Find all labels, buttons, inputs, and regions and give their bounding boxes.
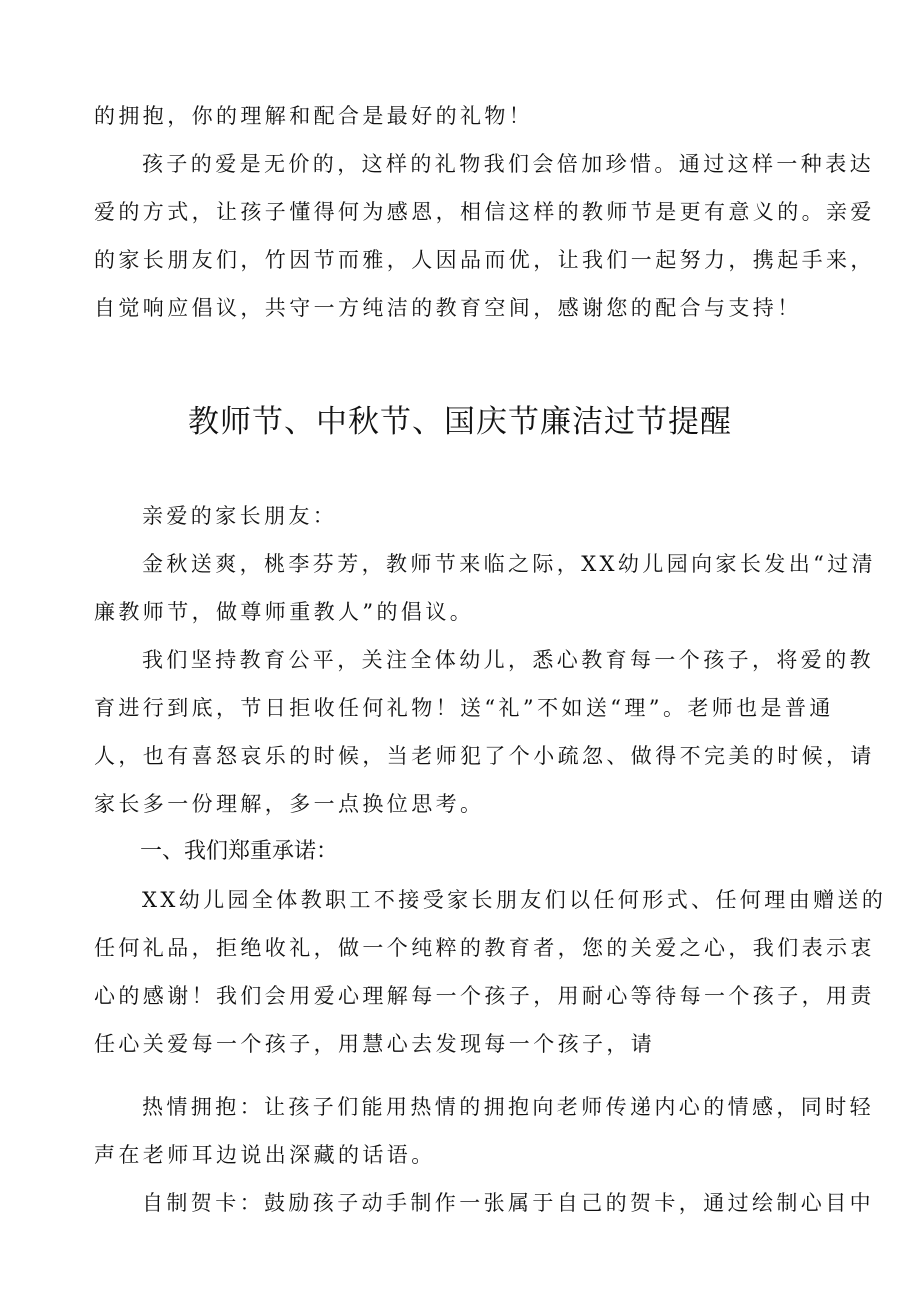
paragraph-line: 我们坚持教育公平，关注全体幼儿，悉心教育每一个孩子，将爱的教 xyxy=(142,648,874,672)
paragraph-line: 心的感谢！我们会用爱心理解每一个孩子，用耐心等待每一个孩子，用责 xyxy=(94,984,875,1008)
paragraph-line: 的家长朋友们，竹因节而雅，人因品而优，让我们一起努力，携起手来， xyxy=(94,248,875,272)
paragraph-line: 热情拥抱：让孩子们能用热情的拥抱向老师传递内心的情感，同时轻 xyxy=(142,1095,874,1119)
paragraph-line: 任心关爱每一个孩子，用慧心去发现每一个孩子，请 xyxy=(94,1032,656,1056)
greeting: 亲爱的家长朋友： xyxy=(142,504,338,528)
paragraph-line: 声在老师耳边说出深藏的话语。 xyxy=(94,1143,436,1167)
section-heading: 一、我们郑重承诺： xyxy=(140,839,339,864)
paragraph-line: 自制贺卡：鼓励孩子动手制作一张属于自己的贺卡，通过绘制心目中 xyxy=(142,1191,874,1215)
paragraph-line: 人，也有喜怒哀乐的时候，当老师犯了个小疏忽、做得不完美的时候，请 xyxy=(94,744,875,768)
paragraph-line: 家长多一份理解，多一点换位思考。 xyxy=(94,792,485,816)
paragraph-line: 爱的方式，让孩子懂得何为感恩，相信这样的教师节是更有意义的。亲爱 xyxy=(94,200,875,224)
paragraph-line: XX幼儿园全体教职工不接受家长朋友们以任何形式、任何理由赠送的 xyxy=(142,888,887,912)
paragraph-line: 自觉响应倡议，共守一方纯洁的教育空间，感谢您的配合与支持！ xyxy=(94,296,802,320)
paragraph-line: 金秋送爽，桃李芬芳，教师节来临之际，XX幼儿园向家长发出“过清 xyxy=(142,552,877,576)
paragraph-line: 任何礼品，拒绝收礼，做一个纯粹的教育者，您的关爱之心，我们表示衷 xyxy=(94,936,875,960)
paragraph-line: 的拥抱，你的理解和配合是最好的礼物！ xyxy=(94,104,534,128)
paragraph-line: 孩子的爱是无价的，这样的礼物我们会倍加珍惜。通过这样一种表达 xyxy=(142,152,874,176)
paragraph-line: 育进行到底，节日拒收任何礼物！送“礼”不如送“理”。老师也是普通 xyxy=(94,696,834,720)
document-title: 教师节、中秋节、国庆节廉洁过节提醒 xyxy=(188,404,732,440)
paragraph-line: 廉教师节，做尊师重教人”的倡议。 xyxy=(94,600,475,624)
